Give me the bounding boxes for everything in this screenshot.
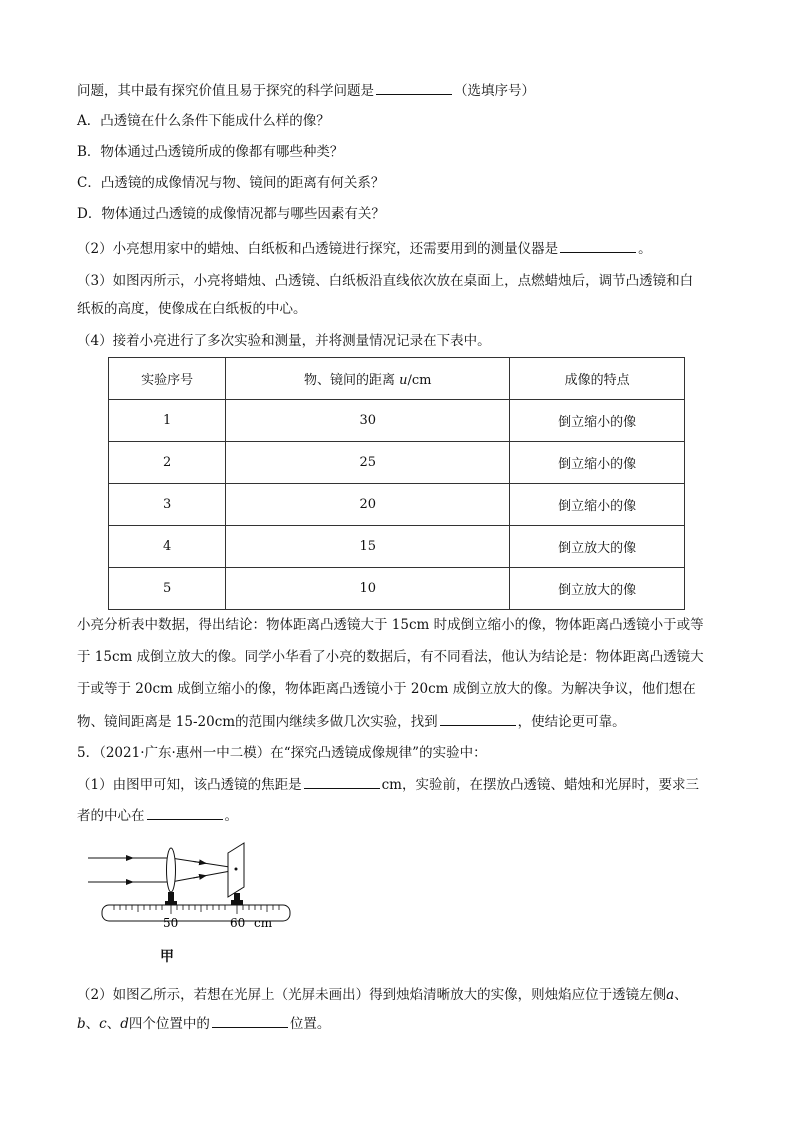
table-row bbox=[109, 442, 685, 484]
cell-distance: 10 bbox=[226, 568, 510, 610]
position-c: c bbox=[99, 1016, 107, 1032]
cell-trial: 1 bbox=[109, 400, 226, 442]
cell-trial: 4 bbox=[109, 526, 226, 568]
tick-unit: cm bbox=[254, 916, 273, 930]
q5-part2-text: （2）如图乙所示，若想在光屏上（光屏未画出）得到烛焰清晰放大的实像，则烛焰应位于透镜左侧 bbox=[77, 987, 667, 1003]
cell-image: 倒立放大的像 bbox=[510, 526, 685, 568]
answer-blank-2[interactable] bbox=[560, 238, 636, 253]
cell-distance: 20 bbox=[226, 484, 510, 526]
q4-part3-line2: 纸板的高度，使像成在白纸板的中心。 bbox=[77, 301, 307, 317]
q5-part2-sep: 、 bbox=[85, 1016, 100, 1032]
option-d: D．物体通过凸透镜的成像情况都与哪些因素有关？ bbox=[77, 206, 385, 222]
table-header-row bbox=[109, 358, 685, 400]
convex-lens bbox=[167, 848, 176, 892]
q4-part3-line1: （3）如图丙所示，小亮将蜡烛、凸透镜、白纸板沿直线依次放在桌面上，点燃蜡烛后，调节凸透镜和白 bbox=[77, 273, 694, 289]
header-distance-var: u bbox=[399, 373, 408, 388]
answer-blank-6[interactable] bbox=[212, 1013, 288, 1028]
q5-part1-line2-end: 。 bbox=[224, 808, 238, 824]
q5-part2-line2-text: 四个位置中的 bbox=[128, 1016, 210, 1032]
lens-focal-figure bbox=[88, 835, 298, 935]
q5-part1-line2 bbox=[77, 805, 238, 826]
q4-intro-text: 问题，其中最有探究价值且易于探究的科学问题是 bbox=[77, 83, 374, 99]
header-distance bbox=[226, 358, 510, 400]
q5-part2-sep: 、 bbox=[106, 1016, 121, 1032]
answer-blank-4[interactable] bbox=[304, 774, 380, 789]
lens-holder bbox=[168, 892, 174, 902]
q5-part2-line2-end: 位置。 bbox=[289, 1016, 331, 1032]
figure-caption: 甲 bbox=[160, 949, 174, 965]
tick-label-50: 50 bbox=[163, 916, 179, 930]
cell-image: 倒立放大的像 bbox=[510, 568, 685, 610]
q4-intro bbox=[77, 80, 535, 101]
answer-blank-5[interactable] bbox=[147, 805, 223, 820]
cell-image: 倒立缩小的像 bbox=[510, 484, 685, 526]
q4-part2 bbox=[77, 238, 652, 259]
analysis-line4-text: 物、镜间距离是 15-20cm的范围内继续多做几次实验，找到 bbox=[77, 714, 438, 730]
experiment-table bbox=[108, 357, 685, 610]
analysis-line1: 小亮分析表中数据，得出结论：物体距离凸透镜大于 15cm 时成倒立缩小的像，物体距离凸透镜小于或等 bbox=[77, 617, 704, 633]
lens-base bbox=[165, 901, 177, 905]
q5-part1-cont: cm，实验前，在摆放凸透镜、蜡烛和光屏时，要求三 bbox=[381, 777, 699, 793]
q5-part2-sep: 、 bbox=[674, 987, 688, 1003]
analysis-line3: 于或等于 20cm 成倒立缩小的像，物体距离凸透镜小于 20cm 成倒立放大的像。为解决争议，他们想在 bbox=[77, 681, 696, 697]
option-b: B．物体通过凸透镜所成的像都有哪些种类？ bbox=[77, 144, 344, 160]
cell-distance: 15 bbox=[226, 526, 510, 568]
screen-holder bbox=[234, 893, 240, 901]
option-c: C．凸透镜的成像情况与物、镜间的距离有何关系？ bbox=[77, 175, 385, 191]
table-row bbox=[109, 568, 685, 610]
q4-part2-text: （2）小亮想用家中的蜡烛、白纸板和凸透镜进行探究，还需要用到的测量仪器是 bbox=[77, 241, 559, 257]
refracted-arrow-lower bbox=[193, 876, 206, 878]
cell-image: 倒立缩小的像 bbox=[510, 442, 685, 484]
analysis-line4 bbox=[77, 711, 626, 732]
cell-trial: 5 bbox=[109, 568, 226, 610]
answer-blank-1[interactable] bbox=[376, 80, 452, 95]
header-trial-number: 实验序号 bbox=[109, 358, 226, 400]
q5-title: 5．（2021·广东·惠州一中二模）在“探究凸透镜成像规律”的实验中： bbox=[77, 745, 487, 761]
cell-image: 倒立缩小的像 bbox=[510, 400, 685, 442]
header-image-feature: 成像的特点 bbox=[510, 358, 685, 400]
position-a: a bbox=[666, 987, 675, 1003]
header-distance-unit: /cm bbox=[407, 373, 432, 388]
header-distance-text: 物、镜间的距离 bbox=[304, 373, 400, 388]
analysis-line2: 于 15cm 成倒立放大的像。同学小华看了小亮的数据后，有不同看法，他认为结论是：物体距离凸透镜大 bbox=[77, 649, 704, 665]
refracted-arrow-upper bbox=[193, 861, 206, 863]
screen-base bbox=[231, 900, 243, 905]
position-d: d bbox=[120, 1016, 129, 1032]
table-row bbox=[109, 484, 685, 526]
q5-part2-line1 bbox=[77, 985, 688, 1005]
option-a: A．凸透镜在什么条件下能成什么样的像？ bbox=[77, 113, 330, 129]
cell-trial: 3 bbox=[109, 484, 226, 526]
q5-part2-line2 bbox=[77, 1013, 330, 1034]
q4-part2-end: 。 bbox=[638, 241, 652, 257]
q4-intro-hint: （选填序号） bbox=[454, 83, 535, 99]
cell-trial: 2 bbox=[109, 442, 226, 484]
q5-part1-text: （1）由图甲可知，该凸透镜的焦距是 bbox=[77, 777, 302, 793]
answer-blank-3[interactable] bbox=[440, 711, 516, 726]
q5-part1-line2-text: 者的中心在 bbox=[77, 808, 145, 824]
cell-distance: 30 bbox=[226, 400, 510, 442]
analysis-line4-end: ，使结论更可靠。 bbox=[517, 714, 626, 730]
table-row bbox=[109, 526, 685, 568]
tick-label-60: 60 bbox=[230, 916, 246, 930]
focal-point bbox=[235, 868, 238, 871]
cell-distance: 25 bbox=[226, 442, 510, 484]
q5-part1 bbox=[77, 774, 699, 795]
table-row bbox=[109, 400, 685, 442]
q4-part4: （4）接着小亮进行了多次实验和测量，并将测量情况记录在下表中。 bbox=[77, 333, 491, 349]
position-b: b bbox=[77, 1016, 86, 1032]
